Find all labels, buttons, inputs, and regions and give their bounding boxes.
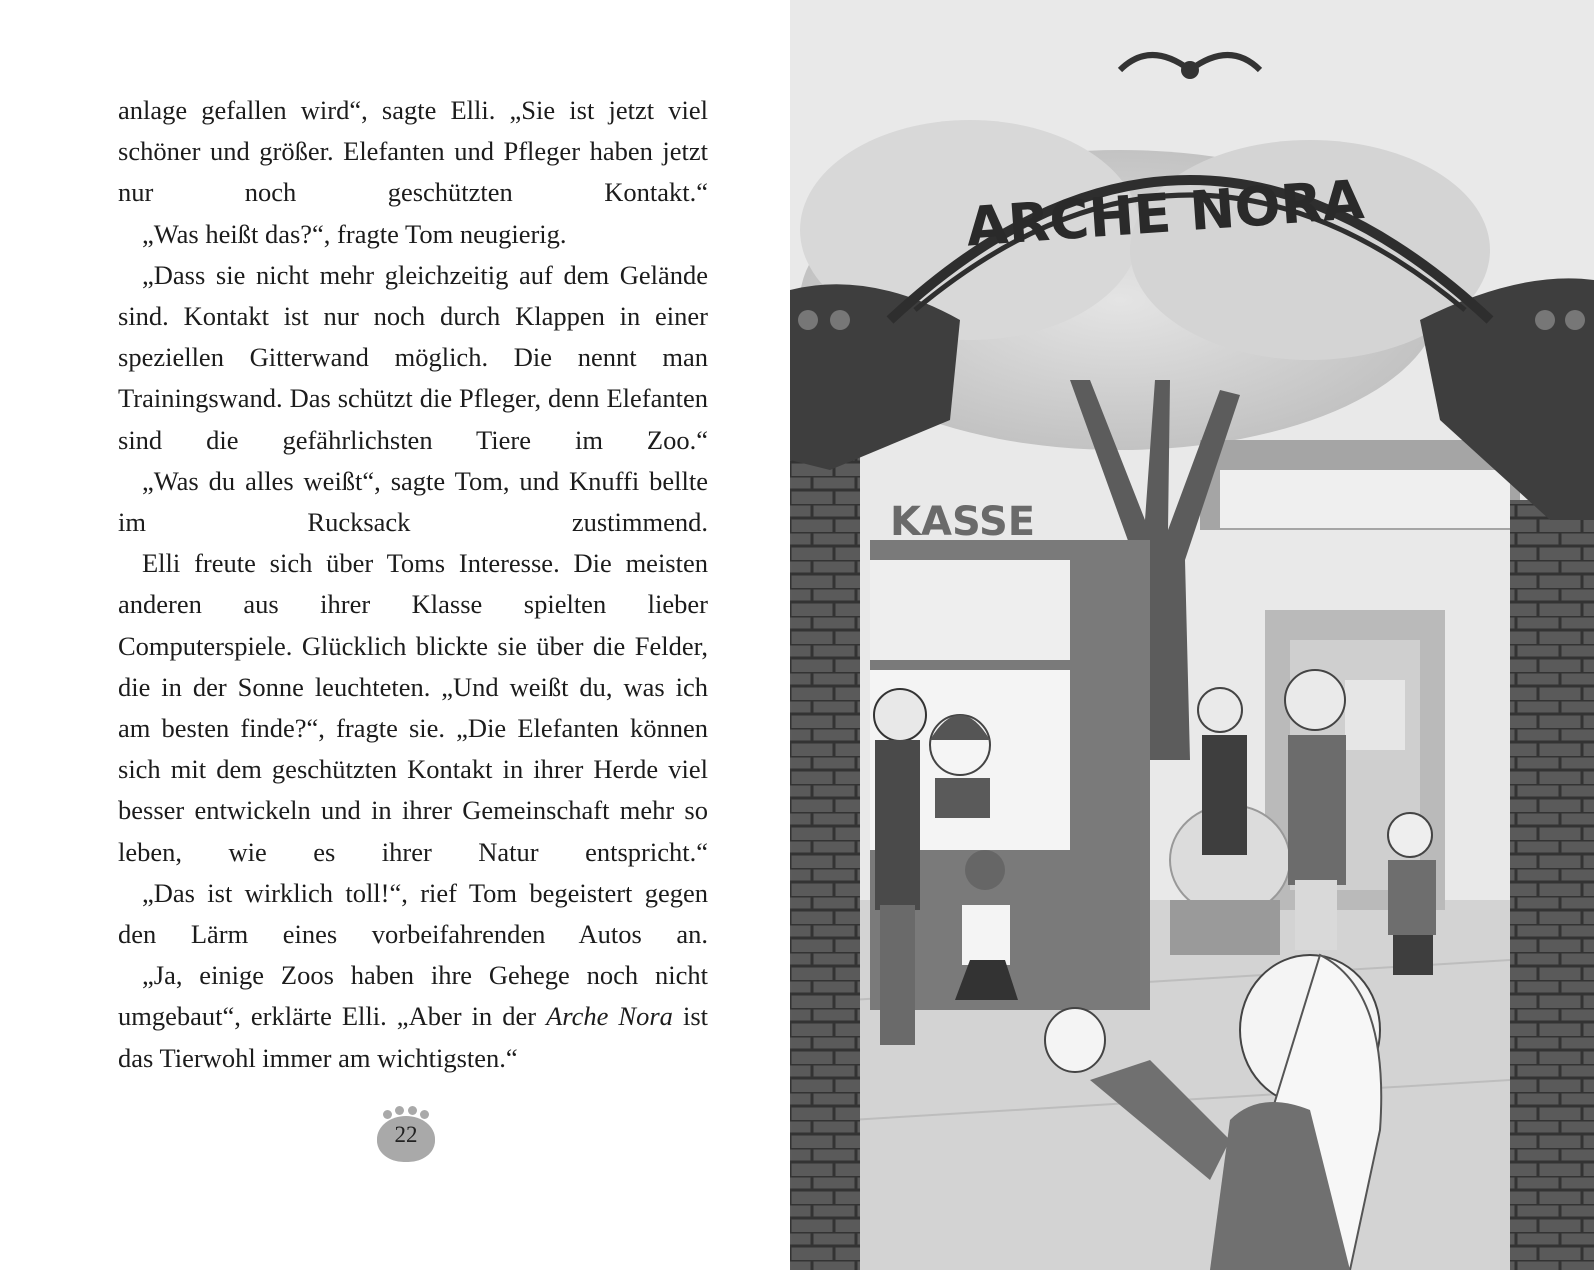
- older-man: [1198, 688, 1242, 732]
- paragraph: „Was du alles weißt“, sagte Tom, und Knuffi bellte im Rucksack zustimmend.: [118, 465, 708, 538]
- paw-toe-icon: [420, 1110, 429, 1119]
- illustration: [790, 0, 1594, 1270]
- paragraph: anlage gefallen wird“, sagte Elli. „Sie ist jetzt viel schöner und größer. Elefanten und Pfleger haben jetzt nur noch geschützten Kontakt.“: [118, 95, 708, 208]
- paw-toe-icon: [383, 1110, 392, 1119]
- paw-toe-icon: [408, 1106, 417, 1115]
- paragraph-final-start: „Ja, einige Zoos haben ihre Gehege noch nicht umgebaut“, erklärte Elli. „Aber in der: [118, 960, 708, 1032]
- left-pillar: [790, 430, 860, 1270]
- gate-sign: ARCHE NORA: [964, 167, 1366, 259]
- italic-zoo-name: Arche Nora: [546, 1001, 673, 1032]
- paragraph: Elli freute sich über Toms Interesse. Die meisten anderen aus ihrer Klasse spielten lieber Computerspiele. Glücklich blickte sie über die Felder, die in der Sonne leuchteten. „Und weißt du, was ich am besten finde?“, fragte sie. „Die Elefanten können sich mit dem geschützten Kontakt in ihrer Herde viel besser entwickeln und in ihrer Gemeinschaft mehr so leben, wie es ihrer Natur entspricht.“: [118, 548, 708, 867]
- man: [874, 689, 926, 741]
- woman: [1285, 670, 1345, 730]
- small-boy: [1388, 813, 1432, 857]
- paragraph: „Das ist wirklich toll!“, rief Tom begeistert gegen den Lärm eines vorbeifahrenden Autos an.: [118, 877, 708, 950]
- little-girl: [965, 850, 1005, 890]
- paragraph-final-end: ist das Tierwohl immer am wichtigsten.“: [118, 1001, 708, 1073]
- paw-toe-icon: [395, 1106, 404, 1115]
- paragraph-final: [118, 955, 708, 1079]
- page-number-badge: [377, 1108, 435, 1158]
- body-text: [118, 90, 708, 1079]
- left-page: [0, 0, 790, 1270]
- page-number: 22: [394, 1122, 418, 1147]
- booth-sign: KASSE: [890, 499, 1036, 545]
- paragraph: „Dass sie nicht mehr gleichzeitig auf dem Gelände sind. Kontakt ist nur noch durch Klappen in einer speziellen Gitterwand möglich. Die nennt man Trainingswand. Das schützt die Pfleger, denn Elefanten sind die gefährlichsten Tiere im Zoo.“: [118, 259, 708, 455]
- zoo-gate-illustration: [790, 0, 1594, 1270]
- paragraph: „Was heißt das?“, fragte Tom neugierig.: [142, 218, 567, 249]
- right-pillar: [1510, 500, 1594, 1270]
